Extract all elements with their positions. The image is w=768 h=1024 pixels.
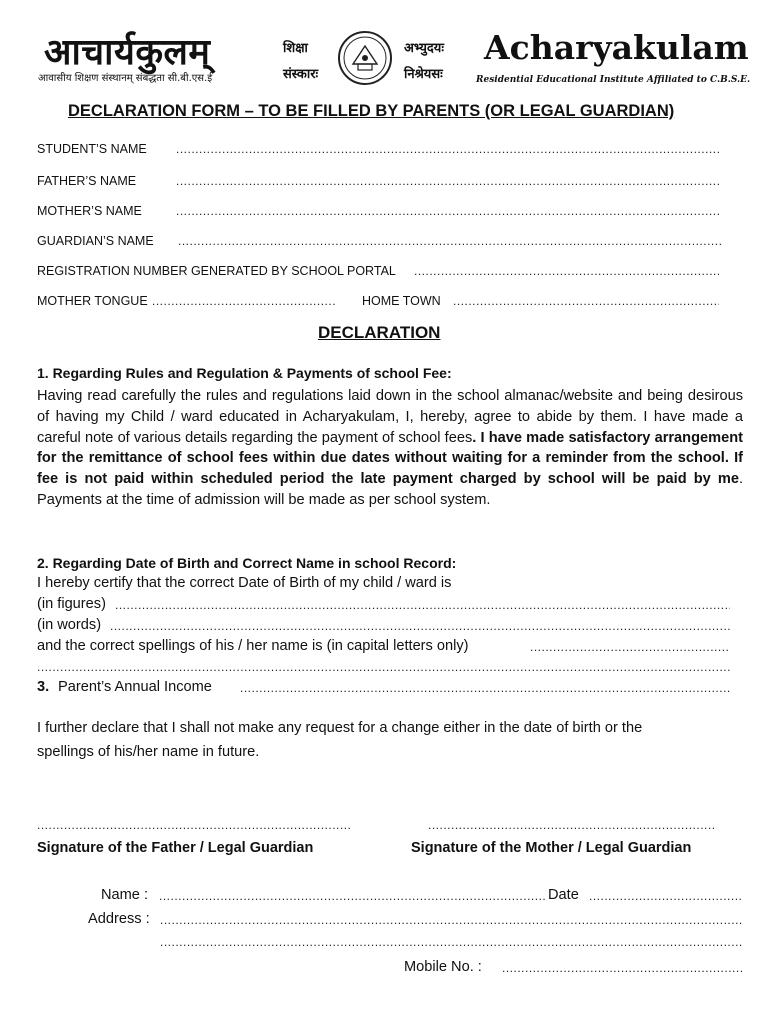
mother-signature-field[interactable]: [428, 818, 715, 832]
registration-number-field[interactable]: [414, 264, 719, 278]
father-name-label: FATHER’S NAME: [37, 174, 137, 188]
declaration-title: DECLARATION: [318, 323, 441, 342]
home-town-label: HOME TOWN: [362, 294, 441, 308]
further-declaration-line-1: I further declare that I shall not make any request for a change either in the date of birth or the: [37, 720, 643, 736]
home-town-field[interactable]: [453, 294, 719, 308]
mother-signature-label: Signature of the Mother / Legal Guardian: [411, 840, 692, 856]
motto-abhyudaya: अभ्युदयः: [404, 41, 444, 56]
section-1-heading: 1. Regarding Rules and Regulation & Payments of school Fee:: [37, 365, 452, 381]
father-name-field[interactable]: [176, 174, 719, 188]
section-2-dob-line: I hereby certify that the correct Date of Birth of my child / ward is: [37, 575, 452, 591]
motto-nishreyas: निश्रेयसः: [404, 67, 443, 82]
hindi-school-name: आचार्यकुलम्: [44, 31, 211, 73]
mother-name-field[interactable]: [176, 204, 719, 218]
student-name-field[interactable]: [176, 142, 719, 156]
mother-tongue-label: MOTHER TONGUE: [37, 294, 148, 308]
name-spelling-field[interactable]: [530, 640, 730, 654]
father-signature-label: Signature of the Father / Legal Guardian: [37, 840, 314, 856]
school-emblem-icon: [337, 30, 393, 86]
mobile-number-field[interactable]: [502, 961, 743, 975]
section-1-paragraph: [37, 386, 743, 511]
mother-name-label: MOTHER’S NAME: [37, 204, 142, 218]
mother-tongue-field[interactable]: [152, 294, 337, 308]
name-spelling-field-continued[interactable]: [37, 660, 730, 674]
student-name-label: STUDENT’S NAME: [37, 142, 147, 156]
section-1-text-end: . Payments at the time of admission will be made as per school system.: [37, 471, 743, 508]
address-field[interactable]: [160, 913, 743, 927]
address-label: Address :: [88, 911, 150, 927]
section-2-heading: 2. Regarding Date of Birth and Correct Name in school Record:: [37, 555, 457, 571]
guardian-name-field[interactable]: [178, 234, 721, 248]
annual-income-label: Parent’s Annual Income: [58, 679, 212, 695]
form-title: DECLARATION FORM – TO BE FILLED BY PARENTS (OR LEGAL GUARDIAN): [68, 102, 675, 120]
brand-subtitle: Residential Educational Institute Affiliated to C.B.S.E.: [476, 75, 751, 85]
annual-income-field[interactable]: [240, 681, 730, 695]
motto-sanskar: संस्कारः: [283, 67, 319, 82]
mobile-number-label: Mobile No. :: [404, 959, 482, 975]
dob-words-label: (in words): [37, 617, 102, 633]
dob-words-field[interactable]: [110, 619, 730, 633]
date-field[interactable]: [589, 889, 743, 903]
section-1-text: Having read carefully the rules and regulations laid down in the school almanac/website and being desirous of having my Child / ward educated in Acharyakulam, I, hereby, agree to abide by them. I have made a careful note of various details regarding the payment of school fees: [37, 388, 743, 446]
name-spelling-line: and the correct spellings of his / her name is (in capital letters only): [37, 638, 469, 654]
address-field-line-2[interactable]: [160, 935, 743, 949]
date-label: Date: [548, 887, 579, 903]
motto-shiksha: शिक्षा: [283, 41, 308, 56]
name-label: Name :: [101, 887, 149, 903]
brand-name: Acharyakulam: [484, 28, 749, 67]
dob-figures-field[interactable]: [115, 598, 730, 612]
name-field[interactable]: [159, 889, 547, 903]
guardian-name-label: GUARDIAN’S NAME: [37, 234, 154, 248]
father-signature-field[interactable]: [37, 818, 350, 832]
section-3-number: 3.: [37, 679, 50, 695]
dob-figures-label: (in figures): [37, 596, 106, 612]
section-1-bold-text: . I have made satisfactory arrangement for the remittance of school fees within due dates without waiting for a reminder from the school. If fee is not paid within scheduled period the late payment charged by school will be paid by me: [37, 429, 743, 488]
registration-number-label: REGISTRATION NUMBER GENERATED BY SCHOOL PORTAL: [37, 264, 396, 278]
hindi-subtitle: आवासीय शिक्षण संस्थानम् संबद्धता सी.बी.एस.ई: [38, 73, 213, 84]
further-declaration-line-2: spellings of his/her name in future.: [37, 744, 260, 760]
